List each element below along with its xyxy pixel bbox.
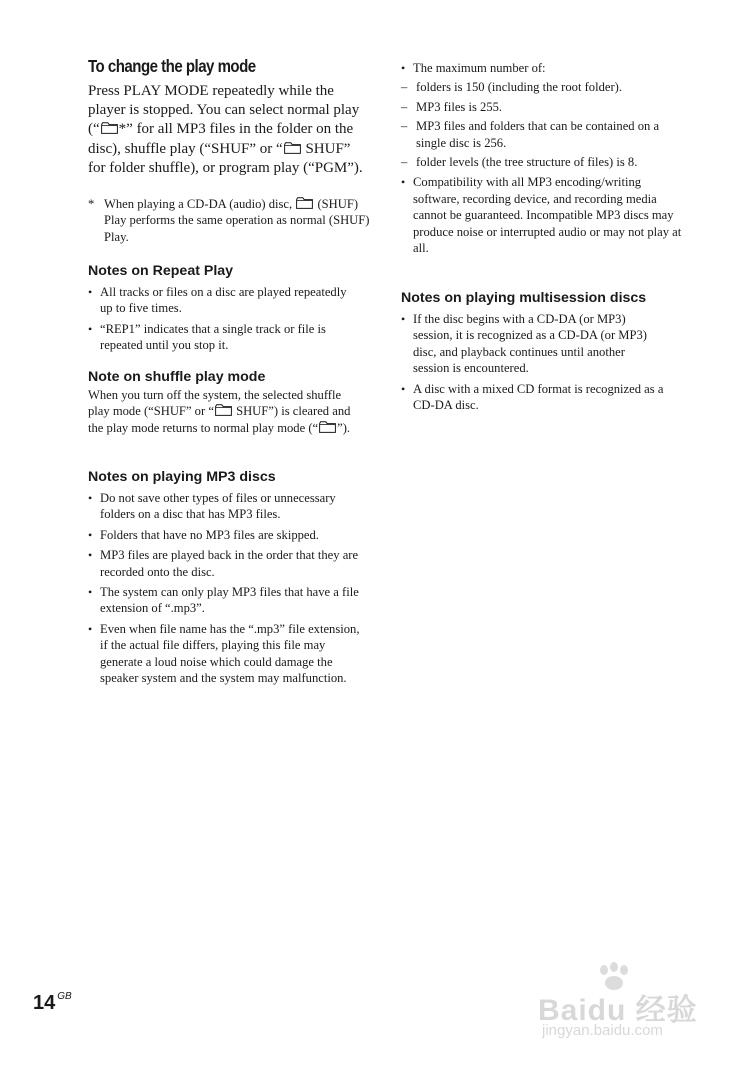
watermark-brand: Baidu 经验 <box>538 994 698 1027</box>
list-item-text: “REP1” indicates that a single track or file is repeated until you stop it. <box>100 321 326 353</box>
bullet: • <box>88 548 93 563</box>
bullet: • <box>401 312 406 326</box>
repeat-notes-list <box>88 284 360 358</box>
shuffle-text-3: ”). <box>337 420 351 435</box>
list-item-text: A disc with a mixed CD format is recognized as a CD-DA disc. <box>413 381 664 413</box>
footnote-text-2: (SHUF) Play performs the same operation as normal (SHUF) Play. <box>104 197 370 244</box>
list-item <box>401 154 683 170</box>
bullet: • <box>401 381 406 396</box>
bullet: • <box>88 585 93 600</box>
list-item <box>88 547 360 580</box>
page-number <box>33 991 72 1015</box>
intro-text-2: *” for all MP3 files in the folder on the disc), shuffle play (“SHUF” or “ <box>88 121 354 157</box>
shuffle-note <box>88 387 363 436</box>
intro-text-3: SHUF” for folder shuffle), or program play (“PGM”). <box>88 140 363 176</box>
list-item-text: Folders that have no MP3 files are skipped. <box>100 527 319 542</box>
shuffle-heading: Note on shuffle play mode <box>88 369 266 385</box>
bullet: • <box>88 321 93 336</box>
list-item <box>401 79 683 95</box>
baidu-watermark <box>530 960 730 1050</box>
multisession-heading: Notes on playing multisession discs <box>401 290 647 306</box>
list-item <box>88 490 360 523</box>
limits-lead: The maximum number of: <box>413 61 546 75</box>
shuffle-text-1: When you turn off the system, the selected shuffle play mode (“SHUF” or “ <box>88 388 342 419</box>
footnote-body <box>104 196 370 245</box>
bullet: • <box>88 527 93 542</box>
list-item-text: Compatibility with all MP3 encoding/writing software, recording device, and recording media cannot be guaranteed. Incompatible MP3 discs may produce noise or interrupted audio or may not play at all. <box>413 175 682 256</box>
list-item <box>401 174 683 256</box>
bullet: • <box>401 61 406 75</box>
bullet: • <box>401 175 406 190</box>
list-item <box>88 284 360 317</box>
folder-icon <box>319 421 336 433</box>
list-item-text: MP3 files is 255. <box>416 99 503 114</box>
dash: – <box>401 155 408 170</box>
footnote <box>88 196 370 245</box>
mp3-limits-list <box>401 60 683 260</box>
list-item <box>88 584 360 617</box>
list-item-text: Even when file name has the “.mp3” file extension, if the actual file differs, playing this file may generate a loud noise which could damage the speaker system and the system may malfunction. <box>100 621 360 686</box>
footnote-mark: * <box>88 197 95 211</box>
multisession-notes-list <box>401 311 681 417</box>
intro-text-1: Press PLAY MODE repeatedly while the player is stopped. You can select normal play (“ <box>88 83 360 138</box>
list-item <box>88 527 360 543</box>
list-item <box>401 118 683 151</box>
list-item-text: folders is 150 (including the root folder). <box>416 80 623 95</box>
bullet: • <box>88 621 93 636</box>
repeat-heading: Notes on Repeat Play <box>88 263 234 279</box>
folder-icon <box>284 142 301 154</box>
list-item <box>401 60 683 170</box>
shuffle-text-2: SHUF”) is cleared and the play mode returns to normal play mode (“ <box>88 404 351 435</box>
page-number-suffix: GB <box>57 991 72 1002</box>
list-item <box>401 381 681 414</box>
mp3-notes-list <box>88 490 360 690</box>
dash: – <box>401 119 408 134</box>
dash: – <box>401 99 408 114</box>
mp3-heading: Notes on playing MP3 discs <box>88 469 276 485</box>
list-item-text: folder levels (the tree structure of files) is 8. <box>416 155 638 170</box>
page-title: To change the play mode <box>88 56 256 76</box>
list-item <box>88 321 360 354</box>
list-item-text: MP3 files and folders that can be contained on a single disc is 256. <box>416 119 660 150</box>
list-item-text: Do not save other types of files or unnecessary folders on a disc that has MP3 files. <box>100 491 336 522</box>
play-mode-intro <box>88 82 370 178</box>
watermark-url: jingyan.baidu.com <box>542 1022 663 1039</box>
list-item <box>401 311 681 377</box>
bullet: • <box>88 491 93 505</box>
list-item <box>88 621 360 687</box>
page-number-value: 14 <box>33 992 56 1014</box>
folder-icon <box>215 404 232 416</box>
list-item <box>401 99 683 115</box>
bullet: • <box>88 285 93 299</box>
folder-icon <box>101 122 118 134</box>
folder-icon <box>296 197 313 209</box>
list-item-text: If the disc begins with a CD-DA (or MP3) session, it is recognized as a CD-DA (or MP3) disc, and playback continues until another session is encountered. <box>413 312 647 376</box>
list-item-text: All tracks or files on a disc are played repeatedly up to five times. <box>100 285 347 316</box>
limits-sublist <box>401 79 683 170</box>
list-item-text: MP3 files are played back in the order that they are recorded onto the disc. <box>100 548 359 579</box>
dash: – <box>401 80 408 95</box>
footnote-text-1: When playing a CD-DA (audio) disc, <box>104 197 296 211</box>
list-item-text: The system can only play MP3 files that have a file extension of “.mp3”. <box>100 585 359 616</box>
